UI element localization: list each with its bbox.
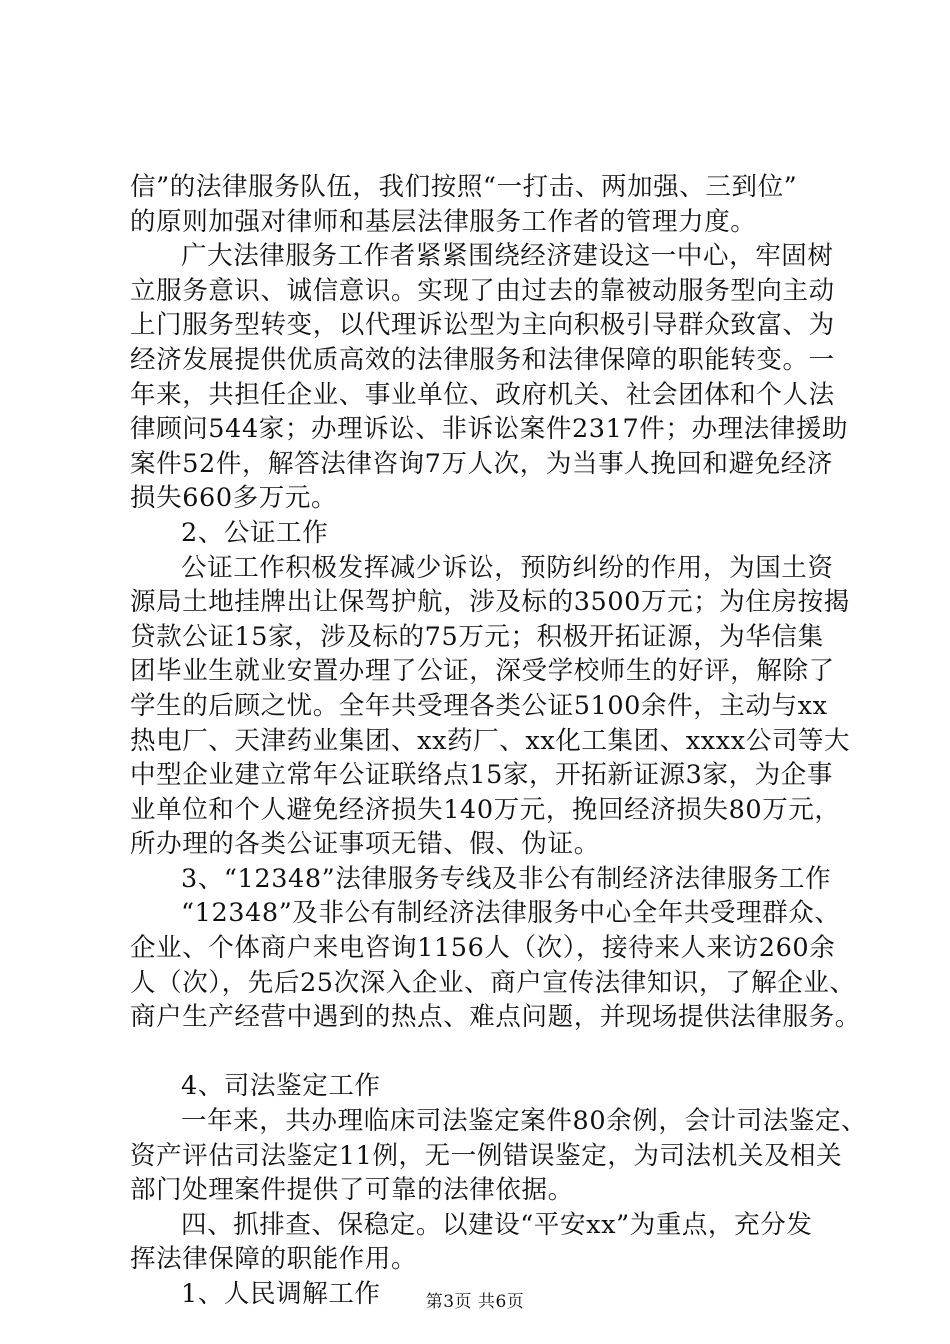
text-line: 源局土地挂牌出让保驾护航，涉及标的3500万元；为住房按揭 [130, 587, 850, 618]
text-line: 上门服务型转变，以代理诉讼型为主向积极引导群众致富、为 [130, 310, 835, 341]
section-heading: 4、司法鉴定工作 [181, 1071, 381, 1102]
section-heading: 1、人民调解工作 [181, 1279, 381, 1309]
text-line: 信”的法律服务队伍，我们按照“一打击、两加强、三到位” [130, 172, 798, 202]
paragraph-start: 一年来，共办理临床司法鉴定案件80余例，会计司法鉴定、 [181, 1106, 868, 1137]
section-heading: 3、“12348”法律服务专线及非公有制经济法律服务工作 [181, 863, 832, 894]
text-line: 经济发展提供优质高效的法律服务和法律保障的职能转变。一 [130, 344, 835, 375]
text-line: 立服务意识、诚信意识。实现了由过去的靠被动服务型向主动 [130, 275, 835, 306]
paragraph-start: 公证工作积极发挥减少诉讼，预防纠纷的作用，为国土资 [181, 552, 834, 583]
text-line: 业单位和个人避免经济损失140万元，挽回经济损失80万元， [130, 794, 841, 825]
text-line: 中型企业建立常年公证联络点15家，开拓新证源3家，为企事 [130, 760, 833, 791]
text-line: 所办理的各类公证事项无错、假、伪证。 [130, 829, 600, 860]
text-line: 商户生产经营中遇到的热点、难点问题，并现场提供法律服务。 [130, 1002, 861, 1033]
paragraph-start: “12348”及非公有制经济法律服务中心全年共受理群众、 [181, 898, 841, 929]
section-heading: 2、公证工作 [181, 517, 329, 548]
text-line: 团毕业生就业安置办理了公证，深受学校师生的好评，解除了 [130, 656, 835, 687]
blank-line [130, 1035, 850, 1070]
paragraph-start: 四、抓排查、保稳定。以建设“平安xx”为重点，充分发 [181, 1209, 813, 1240]
text-line: 部门处理案件提供了可靠的法律依据。 [130, 1175, 574, 1206]
text-line: 贷款公证15家，涉及标的75万元；积极开拓证源，为华信集 [130, 621, 824, 652]
text-line: 案件52件，解答法律咨询7万人次，为当事人挽回和避免经济 [130, 448, 833, 479]
text-line: 律顾问544家；办理诉讼、非诉讼案件2317件；办理法律援助 [130, 414, 849, 445]
text-line: 企业、个体商户来电咨询1156人（次），接待来人来访260余 [130, 933, 836, 964]
paragraph-start: 广大法律服务工作者紧紧围绕经济建设这一中心，牢固树 [181, 241, 834, 272]
document-body [130, 170, 868, 1312]
text-line: 人（次），先后25次深入企业、商户宣传法律知识，了解企业、 [130, 967, 856, 998]
text-line: 学生的后顾之忧。全年共受理各类公证5100余件，主动与xx [130, 690, 828, 721]
text-line: 资产评估司法鉴定11例，无一例错误鉴定，为司法机关及相关 [130, 1140, 843, 1171]
text-line: 年来，共担任企业、事业单位、政府机关、社会团体和个人法 [130, 379, 835, 410]
text-line: 热电厂、天津药业集团、xx药厂、xx化工集团、xxxx公司等大 [130, 725, 851, 756]
page-footer: 第3页 共6页 [425, 1292, 525, 1312]
text-line: 挥法律保障的职能作用。 [130, 1244, 418, 1275]
text-line: 损失660多万元。 [130, 483, 338, 514]
text-line: 的原则加强对律师和基层法律服务工作者的管理力度。 [130, 206, 757, 237]
